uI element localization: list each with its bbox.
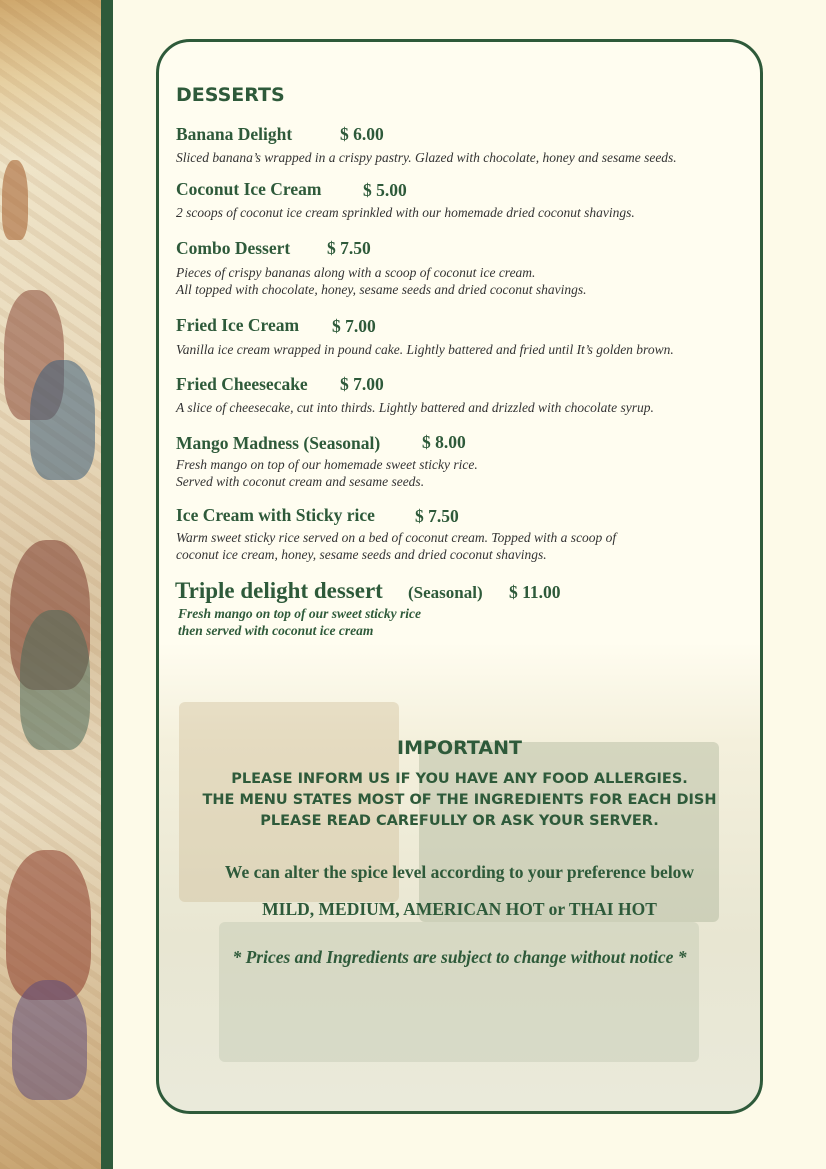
menu-item-description: Sliced banana’s wrapped in a crispy pastry. Glazed with chocolate, honey and sesame seeds. — [176, 150, 677, 165]
menu-item-price: $ 11.00 — [509, 582, 561, 602]
menu-item-price: $ 7.50 — [327, 238, 371, 258]
menu-item-description: coconut ice cream, honey, sesame seeds and dried coconut shavings. — [176, 547, 547, 562]
spice-intro: We can alter the spice level according to your preference below — [224, 862, 695, 882]
allergy-notice-line: THE MENU STATES MOST OF THE INGREDIENTS FOR EACH DISH — [202, 792, 717, 808]
allergy-notice-line: PLEASE READ CAREFULLY OR ASK YOUR SERVER. — [260, 813, 659, 829]
menu-item-description: Pieces of crispy bananas along with a scoop of coconut ice cream. — [176, 265, 536, 280]
artwork-figure — [12, 980, 87, 1100]
menu-item-description: A slice of cheesecake, cut into thirds. Lightly battered and drizzled with chocolate syrup. — [176, 400, 654, 415]
menu-item-name: Banana Delight — [176, 124, 293, 144]
menu-item-name: Coconut Ice Cream — [176, 179, 322, 199]
menu-item-description: then served with coconut ice cream — [178, 623, 374, 638]
menu-item-price: $ 8.00 — [422, 432, 466, 452]
section-title: DESSERTS — [176, 84, 285, 106]
menu-item-name: Fried Cheesecake — [176, 374, 308, 394]
menu-item-name: Ice Cream with Sticky rice — [176, 505, 375, 525]
menu-item-description: Served with coconut cream and sesame seeds. — [176, 474, 425, 489]
menu-item-price: $ 7.00 — [332, 316, 376, 336]
side-stripe — [101, 0, 113, 1169]
menu-item-name: Combo Dessert — [176, 238, 291, 258]
menu-item-price: $ 7.00 — [340, 374, 384, 394]
menu-item-name: Triple delight dessert — [175, 578, 383, 603]
menu-item-price: $ 7.50 — [415, 506, 459, 526]
menu-item-name: Fried Ice Cream — [176, 315, 300, 335]
menu-item-description: Warm sweet sticky rice served on a bed of coconut cream. Topped with a scoop of — [176, 530, 617, 545]
artwork-figure — [2, 160, 28, 240]
important-title: IMPORTANT — [397, 737, 522, 759]
menu-item-description: Fresh mango on top of our sweet sticky rice — [178, 606, 422, 621]
background-scene — [419, 742, 719, 922]
seasonal-tag: (Seasonal) — [408, 583, 483, 602]
allergy-notice-line: PLEASE INFORM US IF YOU HAVE ANY FOOD ALLERGIES. — [231, 771, 688, 787]
menu-item-description: Vanilla ice cream wrapped in pound cake. Lightly battered and fried until It’s golden brown. — [176, 342, 674, 357]
menu-item-description: All topped with chocolate, honey, sesame seeds and dried coconut shavings. — [176, 282, 587, 297]
background-scene — [219, 922, 699, 1062]
decorative-side-artwork — [0, 0, 101, 1169]
menu-item-description: 2 scoops of coconut ice cream sprinkled with our homemade dried coconut shavings. — [176, 205, 635, 220]
spice-levels: MILD, MEDIUM, AMERICAN HOT or THAI HOT — [262, 899, 657, 919]
menu-item-price: $ 5.00 — [363, 180, 407, 200]
price-disclaimer: * Prices and Ingredients are subject to change without notice * — [232, 947, 687, 967]
menu-item-price: $ 6.00 — [340, 124, 384, 144]
artwork-figure — [6, 850, 91, 1000]
menu-item-name: Mango Madness (Seasonal) — [176, 433, 381, 453]
menu-item-description: Fresh mango on top of our homemade sweet sticky rice. — [176, 457, 478, 472]
artwork-figure — [20, 610, 90, 750]
artwork-figure — [30, 360, 95, 480]
